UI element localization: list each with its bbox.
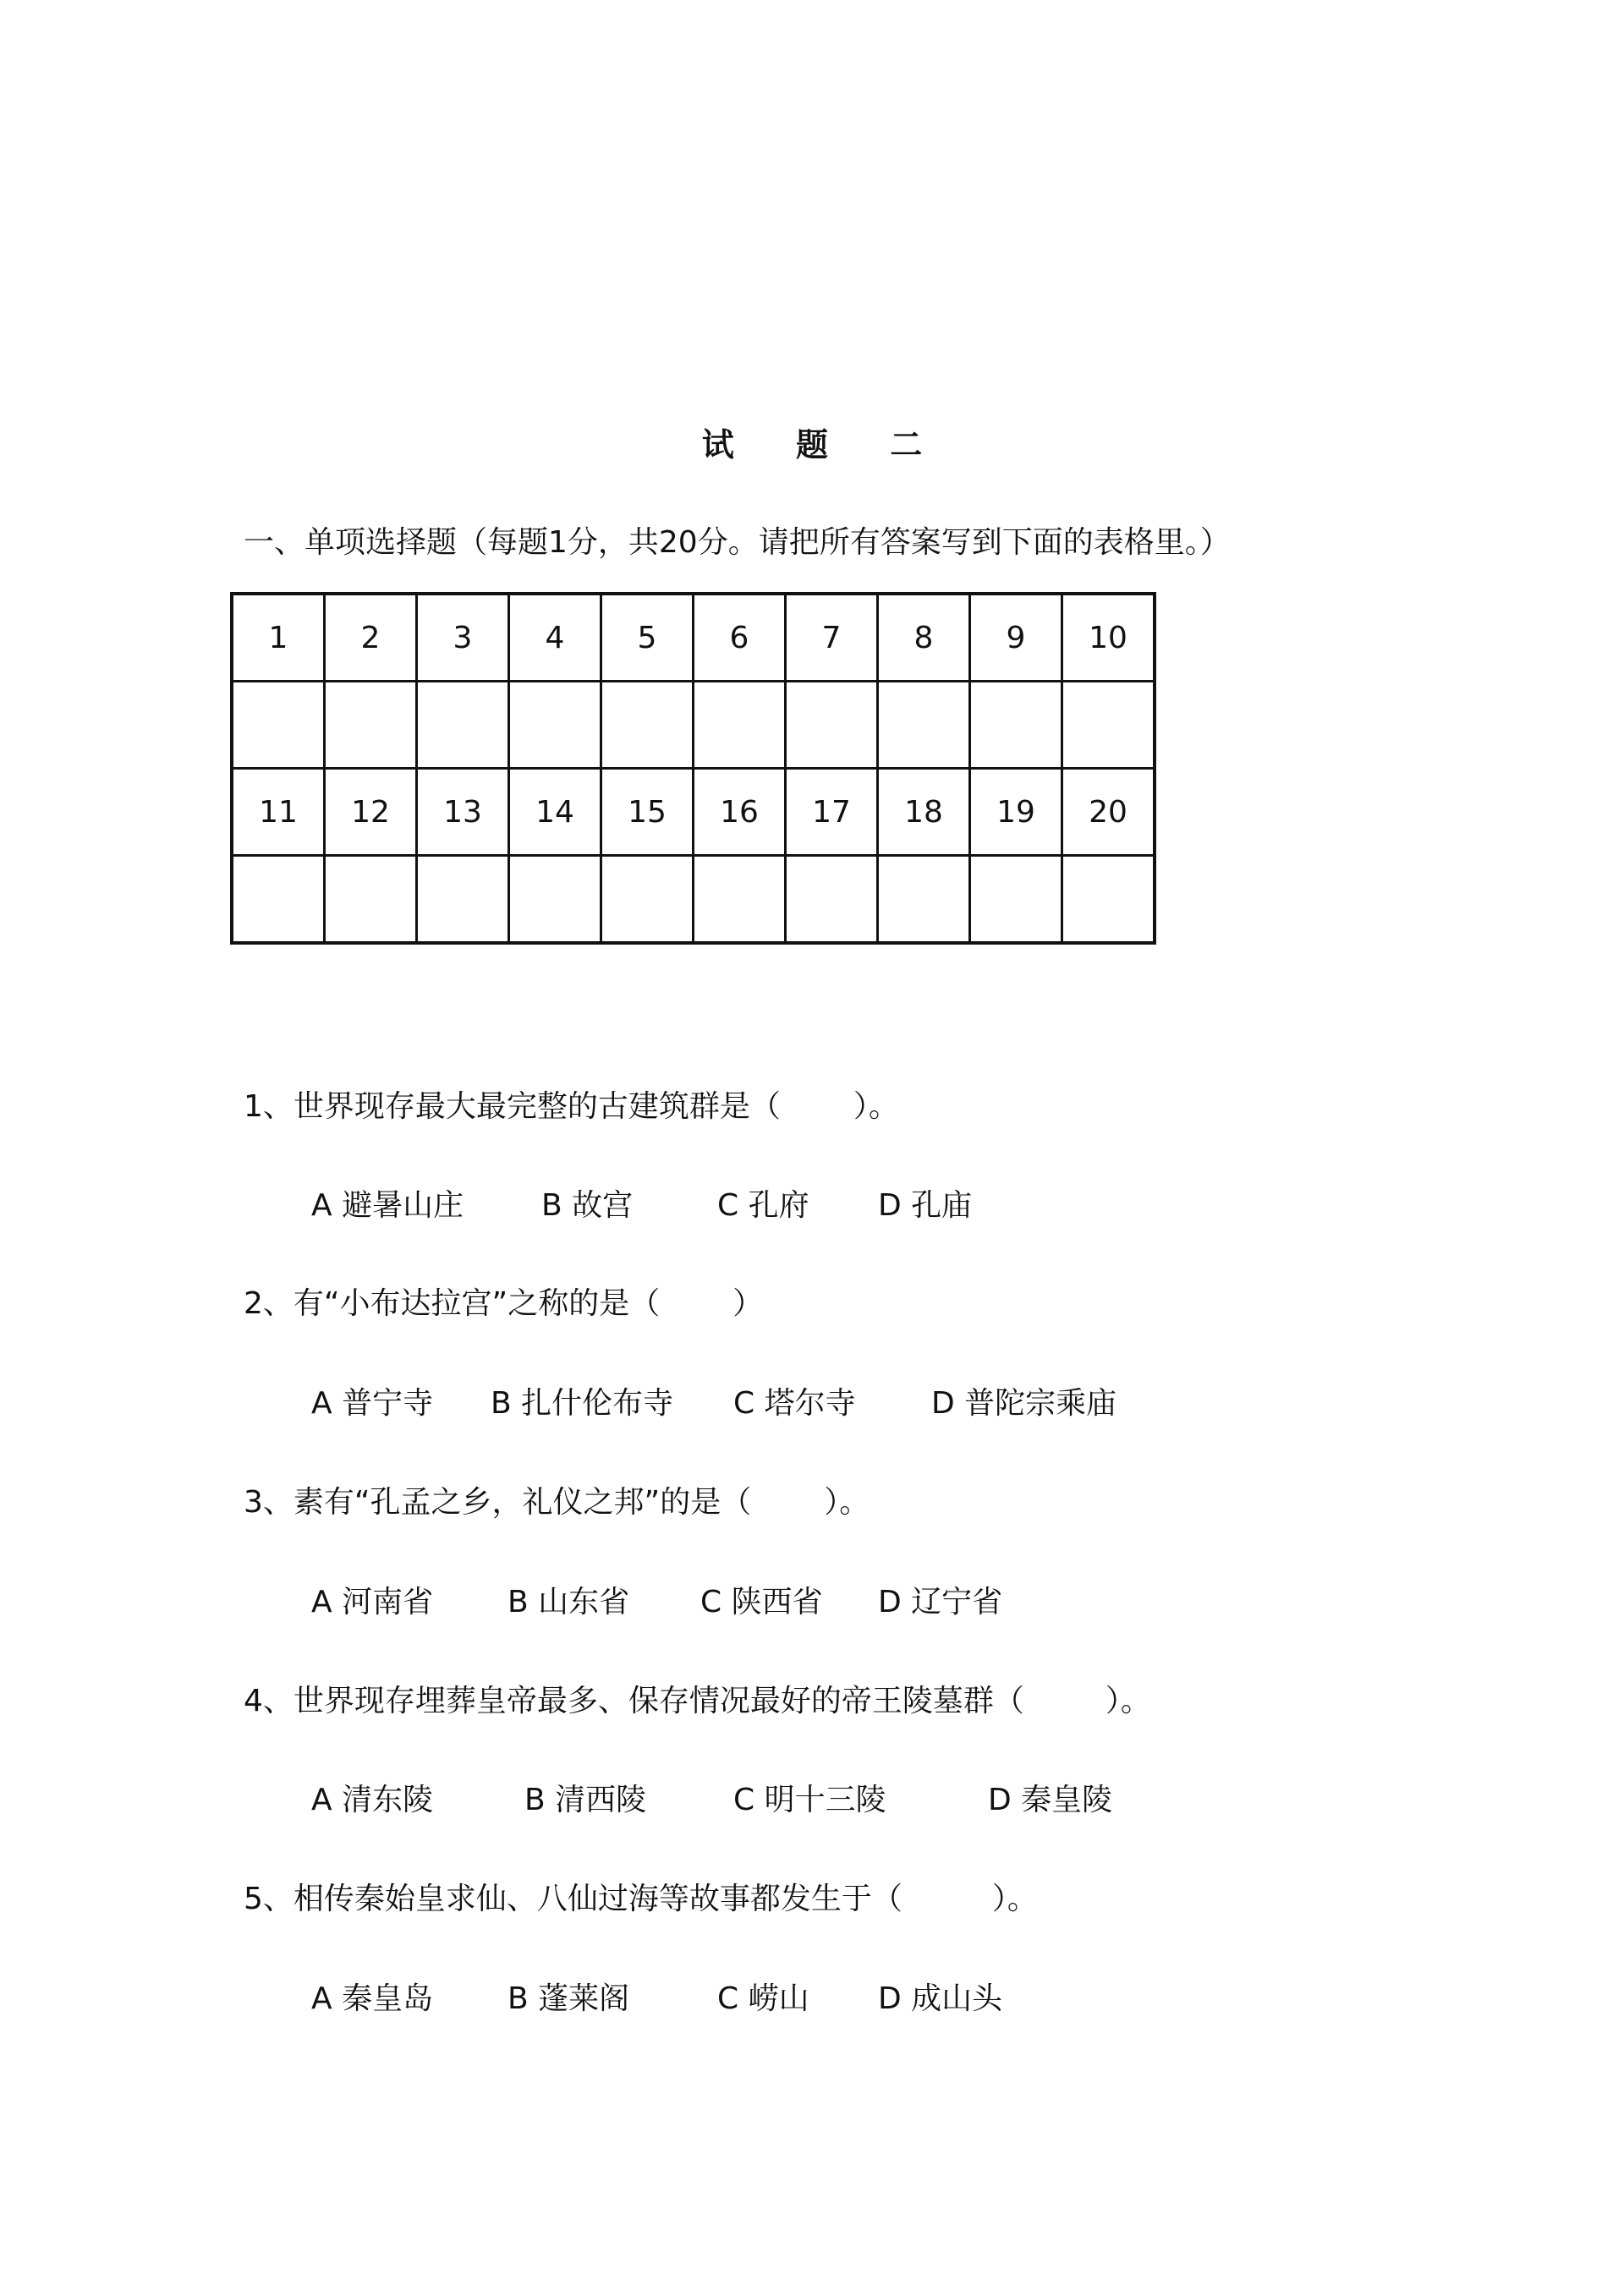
question-number-cell: 3 xyxy=(417,594,509,682)
answer-cell[interactable] xyxy=(601,682,694,769)
answer-cell[interactable] xyxy=(694,682,786,769)
option-c[interactable]: C 塔尔寺 xyxy=(733,1386,856,1421)
option-c[interactable]: C 陕西省 xyxy=(700,1585,823,1619)
answer-table-answer-row-1 xyxy=(232,682,1155,769)
answer-table xyxy=(230,592,1156,945)
option-b[interactable]: B 蓬莱阁 xyxy=(508,1981,630,2016)
question-number-cell: 8 xyxy=(878,594,970,682)
option-a[interactable]: A 秦皇岛 xyxy=(311,1981,434,2016)
answer-cell[interactable] xyxy=(509,682,601,769)
question-2-close: ） xyxy=(732,1286,764,1321)
question-number-cell: 17 xyxy=(786,769,878,856)
question-number-cell: 9 xyxy=(970,594,1062,682)
option-a[interactable]: A 普宁寺 xyxy=(311,1386,434,1421)
question-2-text: 2、有“小布达拉宫”之称的是（ xyxy=(244,1286,661,1321)
question-2 xyxy=(244,1280,763,1323)
option-b[interactable]: B 故宫 xyxy=(541,1188,634,1223)
question-number-cell: 13 xyxy=(417,769,509,856)
answer-cell[interactable] xyxy=(1062,682,1155,769)
answer-cell[interactable] xyxy=(232,682,325,769)
option-d[interactable]: D 孔庙 xyxy=(878,1188,973,1223)
title-char-1: 试 xyxy=(701,426,734,463)
question-number-cell: 4 xyxy=(509,594,601,682)
question-3-close: ）。 xyxy=(824,1485,870,1520)
question-number-cell: 19 xyxy=(970,769,1062,856)
title-char-3: 二 xyxy=(890,426,923,463)
question-number-cell: 5 xyxy=(601,594,694,682)
question-3 xyxy=(244,1478,870,1521)
option-c[interactable]: C 崂山 xyxy=(717,1981,809,2016)
title-char-2: 题 xyxy=(795,426,828,463)
section-heading: 一、单项选择题（每题1分，共20分。请把所有答案写到下面的表格里。） xyxy=(244,525,1231,560)
question-number-cell: 14 xyxy=(509,769,601,856)
question-4-close: ）。 xyxy=(1105,1684,1151,1718)
answer-cell[interactable] xyxy=(601,856,694,944)
answer-cell[interactable] xyxy=(509,856,601,944)
answer-cell[interactable] xyxy=(970,856,1062,944)
option-a[interactable]: A 清东陵 xyxy=(311,1783,434,1817)
question-1 xyxy=(244,1082,899,1126)
question-number-cell: 12 xyxy=(325,769,417,856)
question-3-text: 3、素有“孔孟之乡，礼仪之邦”的是（ xyxy=(244,1485,752,1520)
option-a[interactable]: A 避暑山庄 xyxy=(311,1188,464,1223)
option-d[interactable]: D 普陀宗乘庙 xyxy=(931,1386,1117,1421)
option-b[interactable]: B 扎什伦布寺 xyxy=(491,1386,674,1421)
option-d[interactable]: D 辽宁省 xyxy=(878,1585,1003,1619)
answer-cell[interactable] xyxy=(878,682,970,769)
answer-cell[interactable] xyxy=(325,856,417,944)
option-d[interactable]: D 成山头 xyxy=(878,1981,1003,2016)
answer-cell[interactable] xyxy=(786,682,878,769)
question-number-cell: 2 xyxy=(325,594,417,682)
question-5 xyxy=(244,1875,1038,1918)
question-number-cell: 20 xyxy=(1062,769,1155,856)
option-d[interactable]: D 秦皇陵 xyxy=(988,1783,1113,1817)
answer-cell[interactable] xyxy=(232,856,325,944)
answer-cell[interactable] xyxy=(878,856,970,944)
question-number-cell: 15 xyxy=(601,769,694,856)
question-number-cell: 11 xyxy=(232,769,325,856)
question-1-text: 1、世界现存最大最完整的古建筑群是（ xyxy=(244,1089,781,1124)
option-a[interactable]: A 河南省 xyxy=(311,1585,434,1619)
answer-cell[interactable] xyxy=(786,856,878,944)
question-number-cell: 7 xyxy=(786,594,878,682)
option-c[interactable]: C 孔府 xyxy=(717,1188,809,1223)
question-4 xyxy=(244,1677,1151,1720)
question-number-cell: 10 xyxy=(1062,594,1155,682)
answer-cell[interactable] xyxy=(325,682,417,769)
question-1-close: ）。 xyxy=(853,1089,899,1124)
question-4-text: 4、世界现存埋葬皇帝最多、保存情况最好的帝王陵墓群（ xyxy=(244,1684,1024,1718)
question-number-cell: 16 xyxy=(694,769,786,856)
question-5-close: ）。 xyxy=(991,1882,1038,1916)
answer-cell[interactable] xyxy=(417,856,509,944)
option-b[interactable]: B 清西陵 xyxy=(524,1783,647,1817)
answer-table-number-row-2 xyxy=(232,769,1155,856)
answer-cell[interactable] xyxy=(1062,856,1155,944)
question-number-cell: 1 xyxy=(232,594,325,682)
option-c[interactable]: C 明十三陵 xyxy=(733,1783,886,1817)
answer-table-answer-row-2 xyxy=(232,856,1155,944)
answer-table-number-row-1 xyxy=(232,594,1155,682)
question-number-cell: 18 xyxy=(878,769,970,856)
answer-cell[interactable] xyxy=(694,856,786,944)
option-b[interactable]: B 山东省 xyxy=(508,1585,630,1619)
question-5-text: 5、相传秦始皇求仙、八仙过海等故事都发生于（ xyxy=(244,1882,903,1916)
answer-cell[interactable] xyxy=(417,682,509,769)
answer-cell[interactable] xyxy=(970,682,1062,769)
page-title xyxy=(0,419,1624,465)
question-number-cell: 6 xyxy=(694,594,786,682)
